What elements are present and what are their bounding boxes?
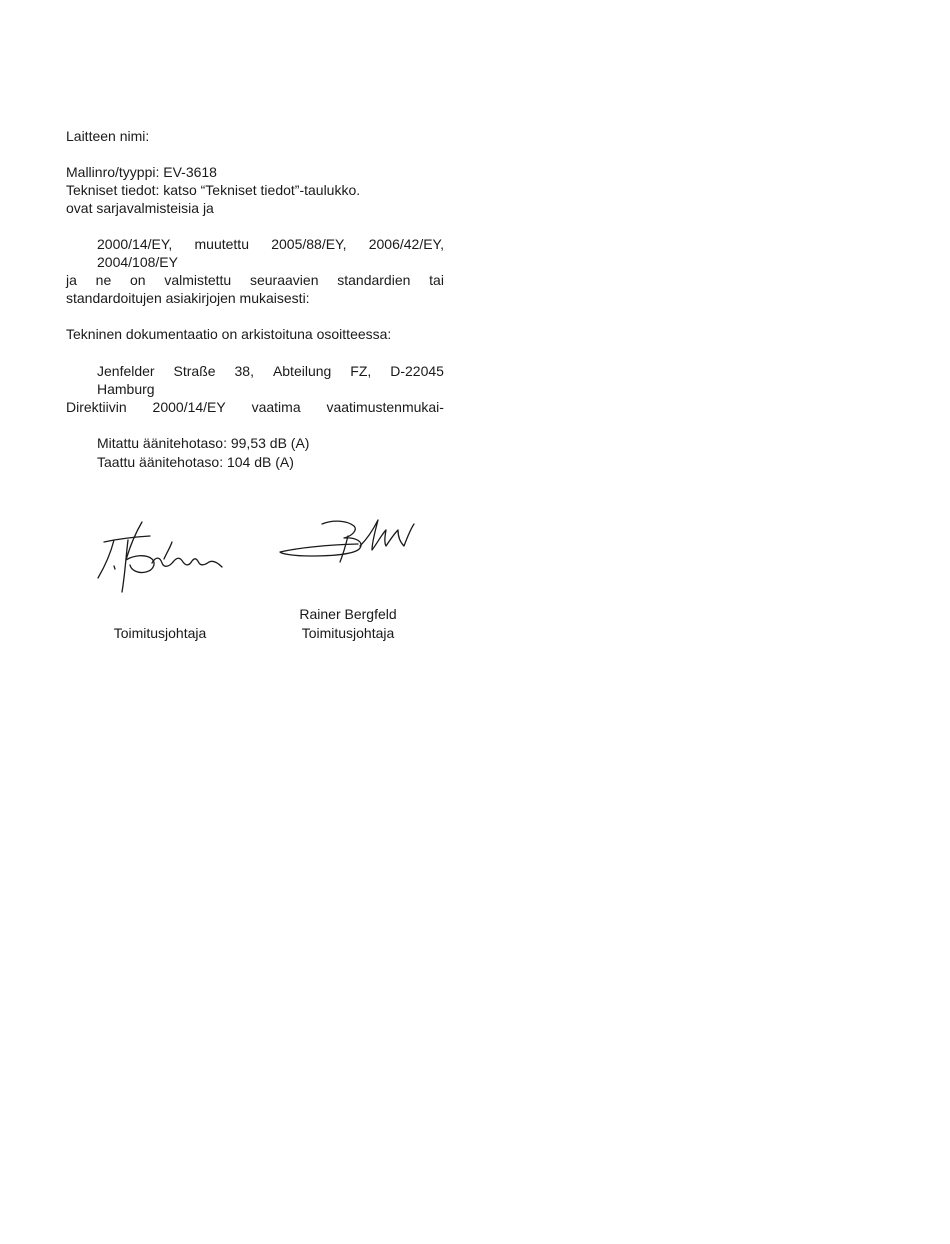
address-word: D-22045 xyxy=(390,363,444,379)
device-name-label: Laitteen nimi: xyxy=(66,128,150,144)
standards-word: seuraavien xyxy=(249,272,319,288)
standards-line xyxy=(66,271,444,289)
signature-right xyxy=(274,514,424,571)
conformity-word: Direktiivin xyxy=(66,399,127,415)
documentation-line: Tekninen dokumentaatio on arkistoituna osoitteessa: xyxy=(66,326,392,342)
address-line xyxy=(97,362,444,380)
conformity-word: vaatima xyxy=(251,399,301,415)
standards-word: tai xyxy=(429,272,444,288)
standards-word: standardien xyxy=(337,272,411,288)
directive-word: 2006/42/EY, xyxy=(368,236,444,252)
address-word: Jenfelder xyxy=(97,363,155,379)
measured-sound-level: Mitattu äänitehotaso: 99,53 dB (A) xyxy=(97,435,310,451)
address-word: 38, xyxy=(234,363,254,379)
directive-word: muutettu xyxy=(194,236,249,252)
standards-word: ne xyxy=(95,272,112,288)
conformity-word: vaatimustenmukai- xyxy=(326,399,444,415)
standards-word: ja xyxy=(66,272,77,288)
conformity-line xyxy=(66,398,444,416)
standards-tail: standardoitujen asiakirjojen mukaisesti: xyxy=(66,290,310,306)
series-line: ovat sarjavalmisteisia ja xyxy=(66,200,214,216)
address-word: FZ, xyxy=(350,363,372,379)
standards-word: on xyxy=(129,272,146,288)
address-word: Abteilung xyxy=(272,363,332,379)
signature-left xyxy=(92,512,232,601)
address-tail: Hamburg xyxy=(97,381,155,397)
guaranteed-sound-level: Taattu äänitehotaso: 104 dB (A) xyxy=(97,454,294,470)
conformity-word: 2000/14/EY xyxy=(152,399,226,415)
signer-title: Toimitusjohtaja xyxy=(301,625,395,641)
signer-name: Rainer Bergfeld xyxy=(299,606,397,622)
signer-title: Toimitusjohtaja xyxy=(113,625,207,641)
directive-word: 2000/14/EY, xyxy=(97,236,173,252)
directive-word: 2005/88/EY, xyxy=(271,236,347,252)
handwritten-signature-icon xyxy=(274,514,424,566)
directives-line xyxy=(97,235,444,253)
handwritten-signature-icon xyxy=(92,512,232,596)
standards-word: valmistettu xyxy=(164,272,232,288)
specs-line: Tekniset tiedot: katso “Tekniset tiedot”-taulukko. xyxy=(66,182,361,198)
address-word: Straße xyxy=(173,363,216,379)
model-line: Mallinro/tyyppi: EV-3618 xyxy=(66,164,217,180)
directives-tail: 2004/108/EY xyxy=(97,254,178,270)
